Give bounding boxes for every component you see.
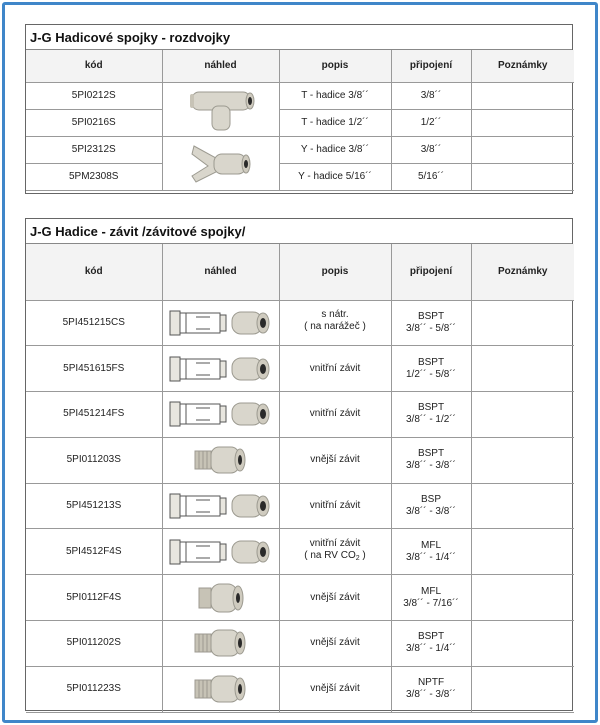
cell-preview	[162, 529, 279, 575]
popis-line-1: s nátr.	[321, 309, 349, 321]
col-header-pripojeni: připojení	[391, 244, 471, 300]
threaded-fitting-image	[189, 623, 253, 663]
cell-poznamky	[471, 666, 574, 712]
cell-popis	[279, 437, 391, 483]
cell-kod: 5PI4512F4S	[26, 529, 162, 575]
table-row	[26, 346, 574, 392]
popis-line-2: ( na RV $CO_2$ )	[304, 550, 366, 563]
cell-pripojeni	[391, 575, 471, 621]
pripojeni-size: 3/8´´ - 1/4´´	[405, 643, 456, 655]
cell-popis	[279, 300, 391, 346]
y-fitting-image	[186, 138, 256, 188]
pripojeni-type: MFL	[421, 585, 441, 597]
table-row	[26, 163, 574, 190]
table-row	[26, 575, 574, 621]
cell-kod: 5PI451215CS	[26, 300, 162, 346]
table-row	[26, 82, 574, 109]
cell-kod: 5PI451214FS	[26, 392, 162, 438]
pripojeni-type: BSPT	[417, 356, 445, 368]
cell-preview	[162, 300, 279, 346]
pripojeni-type: BSPT	[417, 631, 445, 643]
cell-kod: 5PI0212S	[26, 82, 162, 109]
cell-poznamky	[471, 82, 574, 109]
table-row	[26, 529, 574, 575]
pripojeni-size: 3/8´´ - 3/8´´	[405, 506, 456, 518]
cell-kod: 5PM2308S	[26, 163, 162, 190]
cell-pripojeni	[391, 529, 471, 575]
pripojeni-type: BSP	[420, 494, 441, 506]
cell-poznamky	[471, 346, 574, 392]
pripojeni-size: 1/2´´ - 5/8´´	[405, 368, 456, 380]
col-header-kod: kód	[26, 50, 162, 82]
table-row	[26, 483, 574, 529]
cell-kod: 5PI011202S	[26, 621, 162, 667]
cell-poznamky	[471, 575, 574, 621]
pripojeni-type: BSPT	[417, 402, 445, 414]
pripojeni-size: 3/8´´ - 1/2´´	[405, 414, 456, 426]
threaded-fitting-image	[191, 578, 251, 618]
threaded-fitting-image	[166, 532, 276, 572]
cell-kod: 5PI2312S	[26, 136, 162, 163]
cell-poznamky	[471, 109, 574, 136]
cell-kod: 5PI0216S	[26, 109, 162, 136]
cell-popis	[279, 666, 391, 712]
popis-line-1: vnitřní závit	[309, 408, 361, 420]
popis-line-1: vnitřní závit	[309, 500, 361, 512]
threaded-fitting-image	[166, 486, 276, 526]
cell-poznamky	[471, 437, 574, 483]
table-header-row	[26, 50, 574, 82]
pripojeni-size: 3/8´´ - 3/8´´	[405, 689, 456, 701]
popis-line-1: vnější závit	[310, 591, 360, 603]
cell-kod: 5PI011223S	[26, 666, 162, 712]
table-row	[26, 109, 574, 136]
cell-poznamky	[471, 529, 574, 575]
pripojeni-type: NPTF	[417, 677, 445, 689]
cell-poznamky	[471, 621, 574, 667]
cell-preview	[162, 136, 279, 190]
table-row	[26, 666, 574, 712]
col-header-poznamky: Poznámky	[471, 50, 574, 82]
cell-preview	[162, 483, 279, 529]
pripojeni-type: MFL	[421, 539, 441, 551]
threaded-fitting-image	[166, 349, 276, 389]
pripojeni-size: 3/8´´ - 3/8´´	[405, 460, 456, 472]
cell-poznamky	[471, 163, 574, 190]
threaded-fitting-image	[189, 440, 253, 480]
col-header-kod: kód	[26, 244, 162, 300]
cell-pripojeni	[391, 483, 471, 529]
cell-preview	[162, 666, 279, 712]
section-hose-connectors	[25, 24, 573, 194]
cell-popis	[279, 529, 391, 575]
cell-popis	[279, 575, 391, 621]
popis-line-1: vnější závit	[310, 454, 360, 466]
cell-preview	[162, 82, 279, 136]
threaded-fitting-image	[189, 669, 253, 709]
cell-pripojeni: 5/16´´	[391, 163, 471, 190]
table-header-row	[26, 244, 574, 300]
popis-line-1: vnější závit	[310, 683, 360, 695]
threaded-fitting-image	[166, 303, 276, 343]
cell-preview	[162, 621, 279, 667]
hose-connectors-table	[26, 50, 574, 191]
table-row	[26, 136, 574, 163]
pripojeni-type: BSPT	[417, 310, 445, 322]
pripojeni-size: 3/8´´ - 1/4´´	[405, 551, 456, 563]
cell-poznamky	[471, 136, 574, 163]
cell-popis: Y - hadice 5/16´´	[279, 163, 391, 190]
pripojeni-type: BSPT	[417, 448, 445, 460]
cell-preview	[162, 346, 279, 392]
cell-pripojeni	[391, 621, 471, 667]
tee-fitting-image	[186, 84, 256, 134]
cell-popis: T - hadice 1/2´´	[279, 109, 391, 136]
cell-preview	[162, 575, 279, 621]
threaded-fitting-image	[166, 394, 276, 434]
cell-popis: Y - hadice 3/8´´	[279, 136, 391, 163]
cell-kod: 5PI451213S	[26, 483, 162, 529]
cell-popis	[279, 346, 391, 392]
col-header-nahled: náhled	[162, 50, 279, 82]
popis-line-1: vnitřní závit	[309, 362, 361, 374]
threaded-connectors-table	[26, 244, 574, 713]
cell-poznamky	[471, 300, 574, 346]
cell-pripojeni	[391, 666, 471, 712]
cell-pripojeni: 3/8´´	[391, 82, 471, 109]
cell-pripojeni	[391, 392, 471, 438]
cell-preview	[162, 392, 279, 438]
cell-popis	[279, 392, 391, 438]
cell-pripojeni: 3/8´´	[391, 136, 471, 163]
cell-kod: 5PI0112F4S	[26, 575, 162, 621]
cell-poznamky	[471, 483, 574, 529]
col-header-poznamky: Poznámky	[471, 244, 574, 300]
cell-pripojeni	[391, 300, 471, 346]
table-row	[26, 392, 574, 438]
section-title: J-G Hadicové spojky - rozdvojky	[26, 25, 572, 50]
cell-popis	[279, 621, 391, 667]
col-header-popis: popis	[279, 244, 391, 300]
cell-pripojeni	[391, 346, 471, 392]
col-header-nahled: náhled	[162, 244, 279, 300]
cell-kod: 5PI011203S	[26, 437, 162, 483]
cell-preview	[162, 437, 279, 483]
section-title: J-G Hadice - závit /závitové spojky/	[26, 219, 572, 244]
cell-popis: T - hadice 3/8´´	[279, 82, 391, 109]
cell-pripojeni: 1/2´´	[391, 109, 471, 136]
section-threaded-connectors	[25, 218, 573, 711]
pripojeni-size: 3/8´´ - 7/16´´	[403, 597, 459, 609]
cell-poznamky	[471, 392, 574, 438]
pripojeni-size: 3/8´´ - 5/8´´	[405, 322, 456, 334]
popis-line-2: ( na narážeč )	[304, 321, 366, 333]
cell-kod: 5PI451615FS	[26, 346, 162, 392]
col-header-pripojeni: připojení	[391, 50, 471, 82]
cell-pripojeni	[391, 437, 471, 483]
col-header-popis: popis	[279, 50, 391, 82]
popis-line-1: vnější závit	[310, 637, 360, 649]
cell-popis	[279, 483, 391, 529]
table-row	[26, 437, 574, 483]
table-row	[26, 300, 574, 346]
popis-line-1: vnitřní závit	[309, 538, 361, 550]
table-row	[26, 621, 574, 667]
